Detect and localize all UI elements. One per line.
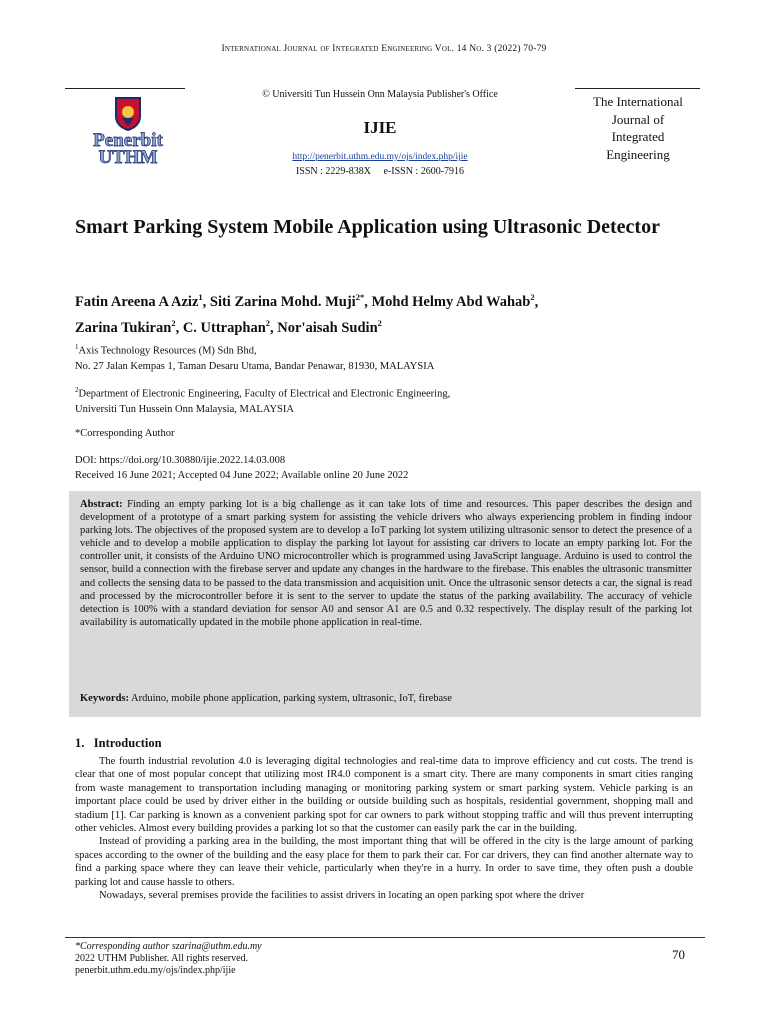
journal-name-line: Journal of [611,111,665,127]
affiliation-1 [75,340,695,374]
author-separator: , [534,293,539,310]
running-header: International Journal of Integrated Engineering Vol. 14 No. 3 (2022) 70-79 [221,44,547,54]
logo-text-penerbit: Penerbit [93,130,163,151]
introduction-body [75,755,693,902]
header-rule-left [65,88,185,89]
received-line: Received 16 June 2021; Accepted 04 June 2022; Available online 20 June 2022 [75,470,409,481]
penerbit-uthm-logo [78,96,178,166]
logo-text-uthm: UTHM [98,147,158,166]
paragraph: The fourth industrial revolution 4.0 is leveraging digital technologies and real-time data to improve efficiency and cut costs. The trend is clear that one of most popular concept that utilizing most IR4.0 component is a smart city. There are many components in smart cities ranging from waste management to transportation including managing or monitoring parking system or smart parking system. Vehicle parking is an important place could be used by driver either in the building or outside building such as hospitals, residential government, shopping mall and stadium [1]. Car parking is known as a convenient parking spot for car owners to park without stopping traffic and will thus prevent interrupting other vehicles. Almost every building provides a parking lot so that the customer can easily park the car in the building. [75,756,693,835]
journal-name-line: The International [593,94,683,109]
paragraph: Nowadays, several premises provide the facilities to assist drivers in locating an open parking spot where the driver [99,890,585,902]
footer-corresponding: *Corresponding author szarina@uthm.edu.my [75,941,262,952]
affil-line: No. 27 Jalan Kempas 1, Taman Desaru Utama, Bandar Penawar, 81930, MALAYSIA [75,360,435,372]
author-affil-mark: 2 [171,317,176,328]
journal-short-name: IJIE [363,118,397,137]
keywords [80,693,692,704]
author-affil-mark: 2 [530,292,535,302]
keywords-list: Arduino, mobile phone application, parking system, ultrasonic, IoT, firebase [131,693,452,704]
footer-rule [65,937,705,938]
author-name: Mohd Helmy Abd Wahab [371,293,531,310]
affil-line: Universiti Tun Hussein Onn Malaysia, MALAYSIA [75,403,294,415]
author-separator: , [364,293,372,310]
affil-mark: 2 [75,386,79,394]
author-name: Fatin Areena A Aziz [75,293,199,310]
section-heading-introduction: 1. Introduction [75,736,162,750]
paper-title: Smart Parking System Mobile Application using Ultrasonic Detector [75,216,660,238]
author-name: C. Uttraphan [182,319,266,336]
abstract [80,498,692,629]
paragraph: Instead of providing a parking area in the building, the most important thing that will be offered in the city is the large amount of parking spaces according to the owner of the building and the easy place for them to park their car. For car drivers, they can find another alternate way to find a parking space where they can leave their vehicle, particularly when they're in a hurry. In order to save time, they often push a double parking lot and cause hassle to others. [75,836,693,888]
author-separator: , [202,293,210,310]
journal-url-link[interactable]: http://penerbit.uthm.edu.my/ojs/index.php/ijie [292,152,468,162]
affil-line: Axis Technology Resources (M) Sdn Bhd, [78,345,257,357]
author-name: Nor'aisah Sudin [277,319,378,336]
copyright-line: © Universiti Tun Hussein Onn Malaysia Publisher's Office [262,89,498,100]
author-name: Siti Zarina Mohd. Muji [209,293,356,310]
affil-mark: 1 [75,343,79,351]
issn-line: ISSN : 2229-838X e-ISSN : 2600-7916 [295,166,465,177]
doi-block [75,453,695,483]
author-affil-mark: 1 [198,292,203,302]
abstract-body: Finding an empty parking lot is a big challenge as it can take lots of time and resources. This paper describes the design and development of a prototype of a smart parking system for assisting the vehicle drivers who always experiencing problem in finding indoor parking lots. The objectives of the proposed system are to develop a IoT parking lot system utilizing ultrasonic sensor to detect the presence of a vehicle and to develop a mobile application to display the parking lot layout for assisting car drivers to locate an empty parking lot. For the controller unit, it consists of the Arduino UNO microcontroller which is programmed using JavaScript language. Arduino is used to control the sensor, build a connection with the firebase server and update any changes in the hardware to the firebase. This enables the ultrasonic transmitter and collects the sensing data to be passed to the data transmission and acquisition unit. Once the ultrasonic sensor detects a car, the signal is read and processed by the microcontroller before it is sent to the server to update the status of the parking availability. The accuracy of vehicle detection is 100% with a standard deviation for sensor A0 and sensor A1 are 0.5 and 0.32 respectively. The display result of the parking lot availability is automatically updated in the mobile phone application in real-time. [80,499,693,628]
page-footer [75,941,675,977]
journal-name-line: Engineering [606,146,670,162]
footer-rights: 2022 UTHM Publisher. All rights reserved. [75,953,249,964]
journal-full-name [578,93,698,163]
author-list [75,287,715,339]
author-separator: , [270,319,278,336]
author-affil-mark: 2 [377,317,382,328]
header-rule-right [575,88,700,89]
author-affil-mark: 2 [265,317,271,328]
doi-line[interactable]: DOI: https://doi.org/10.30880/ijie.2022.14.03.008 [75,455,286,466]
author-separator: , [175,319,183,336]
corresponding-author-note: *Corresponding Author [75,428,175,439]
author-name: Zarina Tukiran [75,319,172,336]
abstract-label: Abstract: [80,499,123,510]
footer-url[interactable]: penerbit.uthm.edu.my/ojs/index.php/ijie [75,965,236,976]
author-affil-mark: 2* [355,292,365,302]
journal-name-line: Integrated [611,129,665,144]
affil-line: Department of Electronic Engineering, Faculty of Electrical and Electronic Engineering, [78,388,451,400]
affiliation-2 [75,383,695,417]
page-number: 70 [672,947,685,962]
keywords-label: Keywords: [80,693,129,704]
